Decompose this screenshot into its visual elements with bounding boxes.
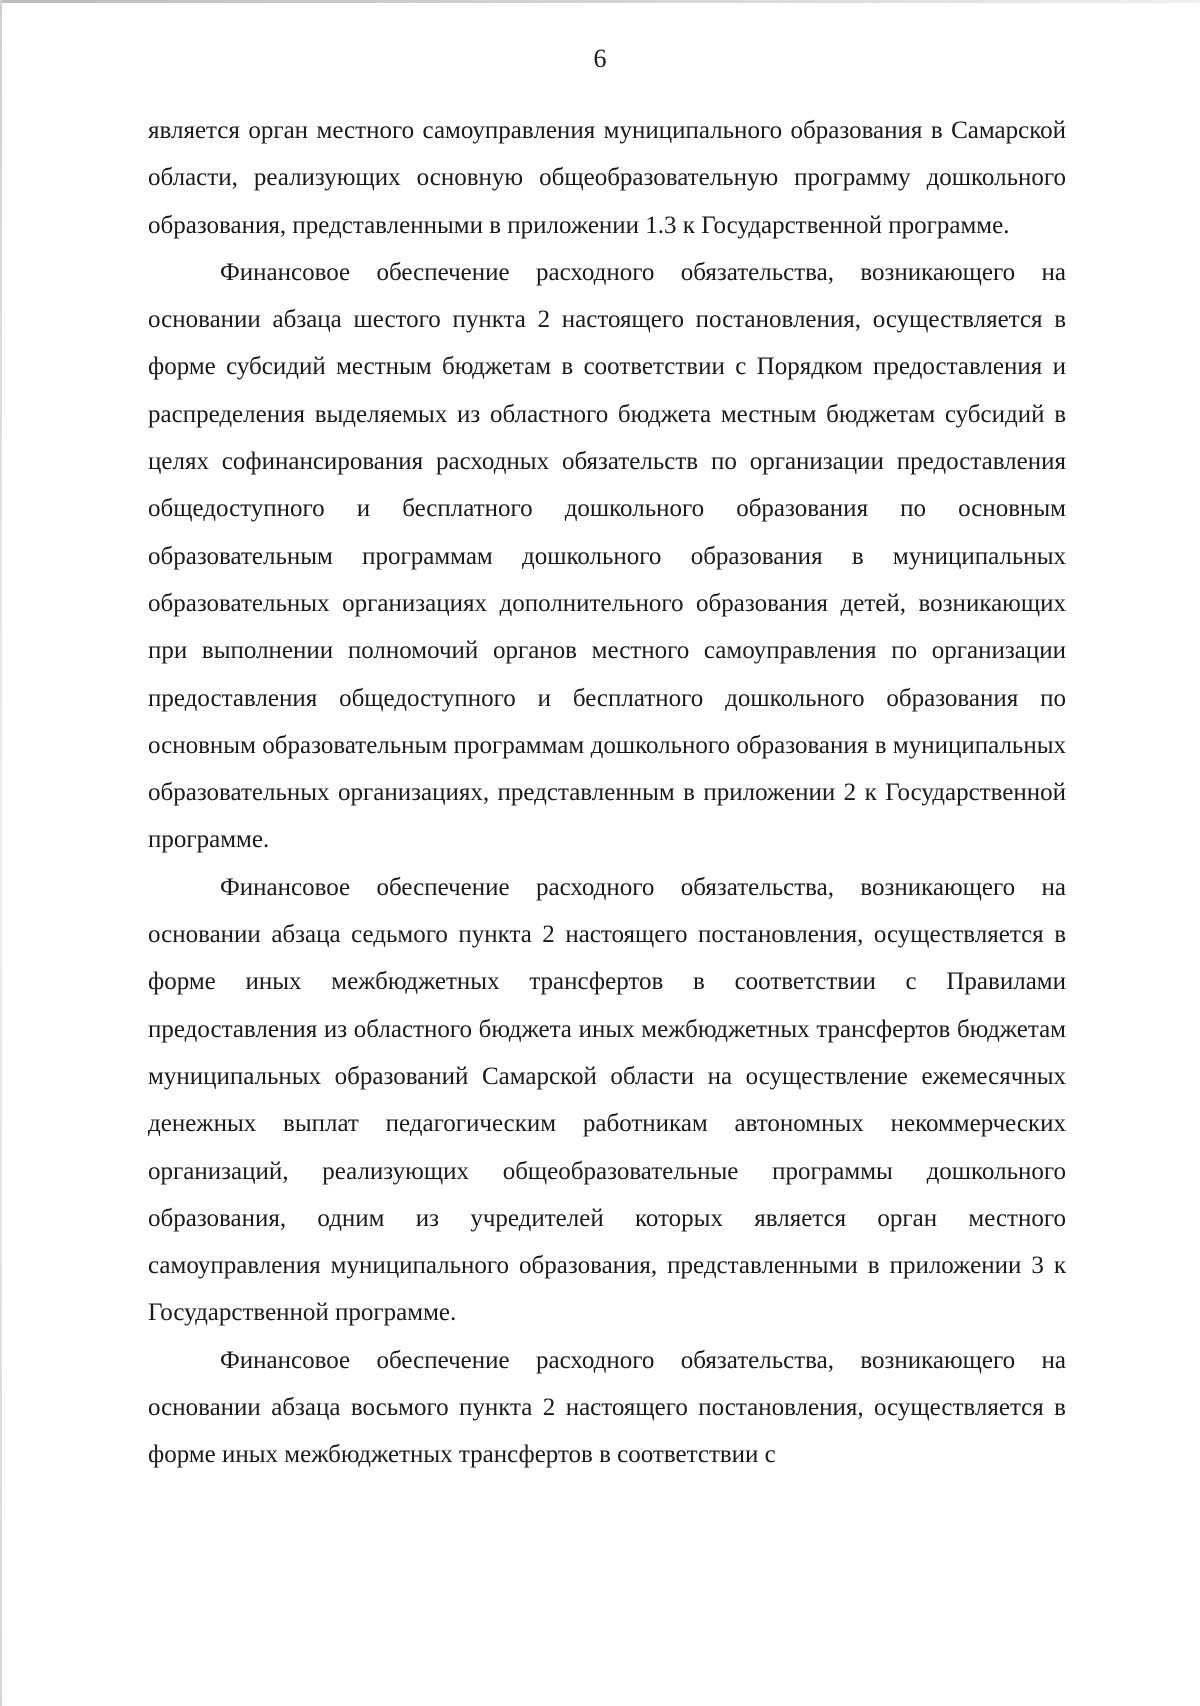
- scan-edge-top: [0, 0, 1200, 3]
- scan-edge-left: [0, 0, 2, 1706]
- page-number: 6: [593, 44, 607, 73]
- paragraph-paragraph-eight: Финансовое обеспечение расходного обязательства, возникающего на основании абзаца восьмого пункта 2 настоящего постановления, осуществляется в форме иных межбюджетных трансфертов в соответствии с: [148, 1346, 1066, 1469]
- paragraph-paragraph-seven: Финансовое обеспечение расходного обязательства, возникающего на основании абзаца седьмого пункта 2 настоящего постановления, осуществляется в форме иных межбюджетных трансфертов в соответствии с Правилами предоставления из областного бюджета иных межбюджетных трансфертов бюджетам муниципальных образований Самарской области на осуществление ежемесячных денежных выплат педагогическим работникам автономных некоммерческих организаций, реализующих общеобразовательные программы дошкольного образования, одним из учредителей которых является орган местного самоуправления муниципального образования, представленными в приложении 3 к Государственной программе.: [148, 873, 1066, 1327]
- paragraph-paragraph-six: Финансовое обеспечение расходного обязательства, возникающего на основании абзаца шестого пункта 2 настоящего постановления, осуществляется в форме субсидий местным бюджетам в соответствии с Порядком предоставления и распределения выделяемых из областного бюджета местным бюджетам субсидий в целях софинансирования расходных обязательств по организации предоставления общедоступного и бесплатного дошкольного образования по основным образовательным программам дошкольного образования в муниципальных образовательных организациях дополнительного образования детей, возникающих при выполнении полномочий органов местного самоуправления по организации предоставления общедоступного и бесплатного дошкольного образования по основным образовательным программам дошкольного образования в муниципальных образовательных организациях, представленным в приложении 2 к Государственной программе.: [148, 258, 1066, 854]
- paragraph-continuation: является орган местного самоуправления муниципального образования в Самарской области, реализующих основную общеобразовательную программу дошкольного образования, представленными в приложении 1.3 к Государственной программе.: [148, 117, 1066, 239]
- document-body: [148, 107, 1066, 1479]
